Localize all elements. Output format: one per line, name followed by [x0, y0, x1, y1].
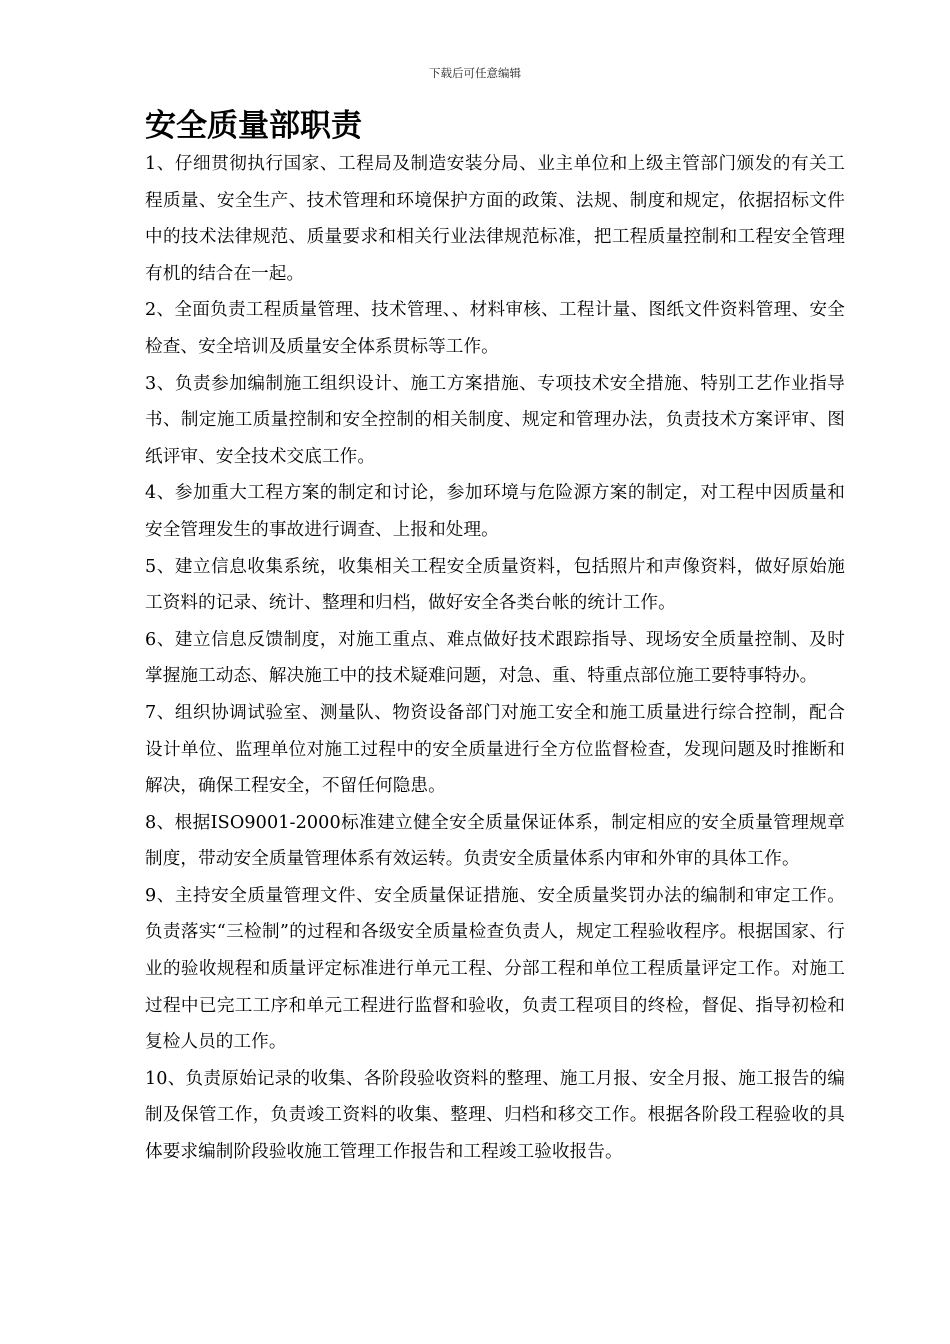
document-body: [145, 146, 845, 1171]
paragraph-5: 5、建立信息收集系统，收集相关工程安全质量资料，包括照片和声像资料，做好原始施工资料的记录、统计、整理和归档，做好安全各类台帐的统计工作。: [145, 556, 845, 614]
paragraph-8: 8、根据ISO9001-2000标准建立健全安全质量保证体系，制定相应的安全质量管理规章制度，带动安全质量管理体系有效运转。负责安全质量体系内审和外审的具体工作。: [145, 812, 845, 870]
paragraph-10: 10、负责原始记录的收集、各阶段验收资料的整理、施工月报、安全月报、施工报告的编制及保管工作，负责竣工资料的收集、整理、归档和移交工作。根据各阶段工程验收的具体要求编制阶段验收施工管理工作报告和工程竣工验收报告。: [145, 1068, 845, 1163]
paragraph-3: 3、负责参加编制施工组织设计、施工方案措施、专项技术安全措施、特别工艺作业指导书、制定施工质量控制和安全控制的相关制度、规定和管理办法，负责技术方案评审、图纸评审、安全技术交底工作。: [145, 373, 845, 467]
paragraph-4: 4、参加重大工程方案的制定和讨论，参加环境与危险源方案的制定，对工程中因质量和安全管理发生的事故进行调查、上报和处理。: [145, 483, 845, 540]
header-note: 下载后可任意编辑: [429, 66, 521, 80]
paragraph-1: 1、仔细贯彻执行国家、工程局及制造安装分局、业主单位和上级主管部门颁发的有关工程质量、安全生产、技术管理和环境保护方面的政策、法规、制度和规定，依据招标文件中的技术法律规范、质量要求和相关行业法律规范标准，把工程质量控制和工程安全管理有机的结合在一起。: [145, 154, 845, 284]
paragraph-7: 7、组织协调试验室、测量队、物资设备部门对施工安全和施工质量进行综合控制，配合设计单位、监理单位对施工过程中的安全质量进行全方位监督检查，发现问题及时推断和解决，确保工程安全，不留任何隐患。: [145, 702, 845, 797]
document-title: 安全质量部职责: [145, 108, 362, 144]
paragraph-2: 2、全面负责工程质量管理、技术管理、、材料审核、工程计量、图纸文件资料管理、安全检查、安全培训及质量安全体系贯标等工作。: [145, 300, 845, 357]
paragraph-6: 6、建立信息反馈制度，对施工重点、难点做好技术跟踪指导、现场安全质量控制、及时掌握施工动态、解决施工中的技术疑难问题，对急、重、特重点部位施工要特事特办。: [145, 629, 845, 687]
paragraph-9: 9、主持安全质量管理文件、安全质量保证措施、安全质量奖罚办法的编制和审定工作。负责落实“三检制”的过程和各级安全质量检查负责人，规定工程验收程序。根据国家、行业的验收规程和质量评定标准进行单元工程、分部工程和单位工程质量评定工作。对施工过程中已完工工序和单元工程进行监督和验收，负责工程项目的终检，督促、指导初检和复检人员的工作。: [145, 885, 845, 1053]
